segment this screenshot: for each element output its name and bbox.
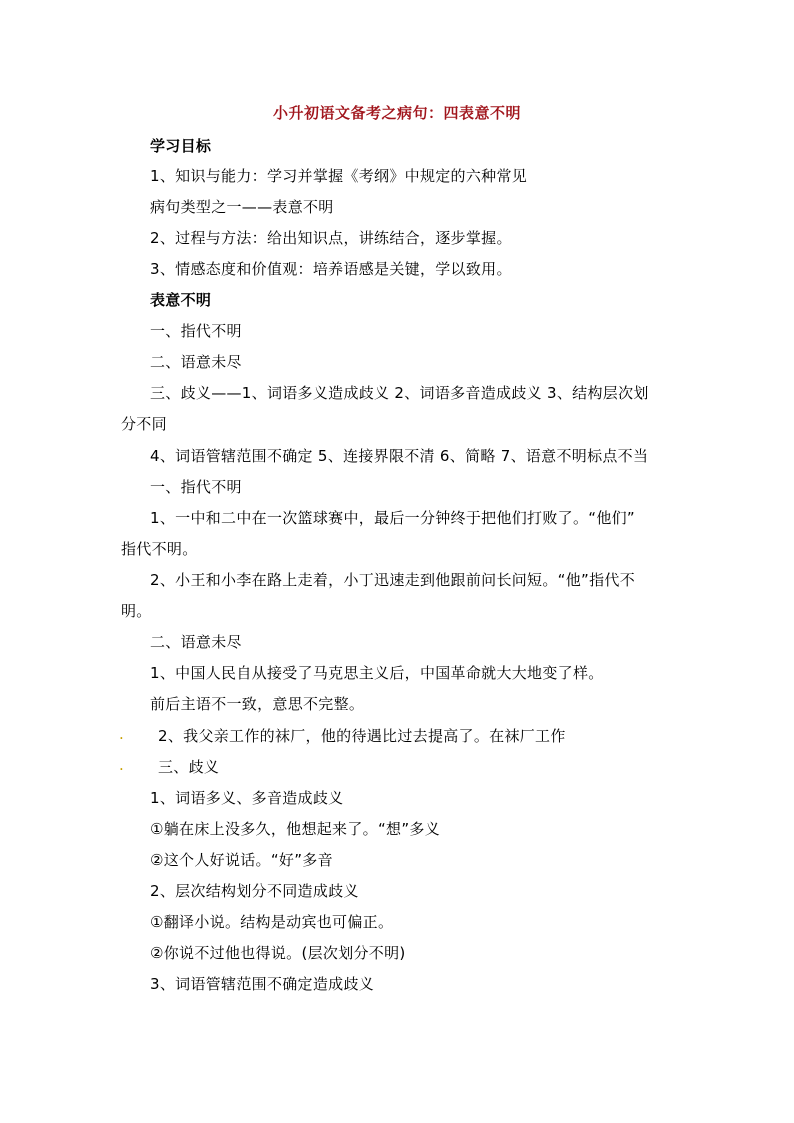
paragraph-line: 4、词语管辖范围不确定 5、连接界限不清 6、简略 7、语意不明标点不当 [150, 447, 649, 465]
paragraph-line: 前后主语不一致，意思不完整。 [150, 695, 365, 713]
paragraph-line: ②你说不过他也得说。(层次划分不明) [150, 944, 406, 962]
paragraph-line: 病句类型之一——表意不明 [150, 198, 334, 216]
margin-dot: . [119, 725, 124, 743]
paragraph-line: 一、指代不明 [150, 322, 242, 340]
section-heading-learning-goals: 学习目标 [150, 137, 212, 155]
paragraph-line: 二、语意未尽 [150, 353, 242, 371]
paragraph-line: 3、词语管辖范围不确定造成歧义 [150, 975, 375, 993]
paragraph-line: 2、小王和小李在路上走着，小丁迅速走到他跟前问长问短。“他”指代不 [150, 571, 635, 589]
section-heading-unclear-meaning: 表意不明 [150, 291, 212, 309]
paragraph-line: 2、过程与方法：给出知识点，讲练结合，逐步掌握。 [150, 229, 512, 247]
paragraph-line: ①躺在床上没多久，他想起来了。“想”多义 [150, 820, 440, 838]
paragraph-line: 1、中国人民自从接受了马克思主义后，中国革命就大大地变了样。 [150, 664, 604, 682]
paragraph-line: 三、歧义 [158, 758, 220, 776]
paragraph-line: 指代不明。 [121, 540, 198, 558]
paragraph-line: ①翻译小说。结构是动宾也可偏正。 [150, 913, 394, 931]
paragraph-line: 分不同 [121, 415, 167, 433]
paragraph-line: 三、歧义——1、词语多义造成歧义 2、词语多音造成歧义 3、结构层次划 [150, 384, 649, 402]
paragraph-line: 1、词语多义、多音造成歧义 [150, 789, 344, 807]
paragraph-line: 2、我父亲工作的袜厂，他的待遇比过去提高了。在袜厂工作 [158, 727, 566, 745]
paragraph-line: 3、情感态度和价值观：培养语感是关键，学以致用。 [150, 260, 512, 278]
paragraph-line: 一、指代不明 [150, 478, 242, 496]
paragraph-line: 1、知识与能力：学习并掌握《考纲》中规定的六种常见 [150, 167, 528, 185]
paragraph-line: 明。 [121, 602, 152, 620]
paragraph-line: 二、语意未尽 [150, 633, 242, 651]
document-title: 小升初语文备考之病句：四表意不明 [272, 104, 521, 122]
paragraph-line: ②这个人好说话。“好”多音 [150, 851, 333, 869]
paragraph-line: 2、层次结构划分不同造成歧义 [150, 882, 359, 900]
margin-dot: . [119, 756, 124, 774]
paragraph-line: 1、一中和二中在一次篮球赛中，最后一分钟终于把他们打败了。“他们” [150, 509, 635, 527]
